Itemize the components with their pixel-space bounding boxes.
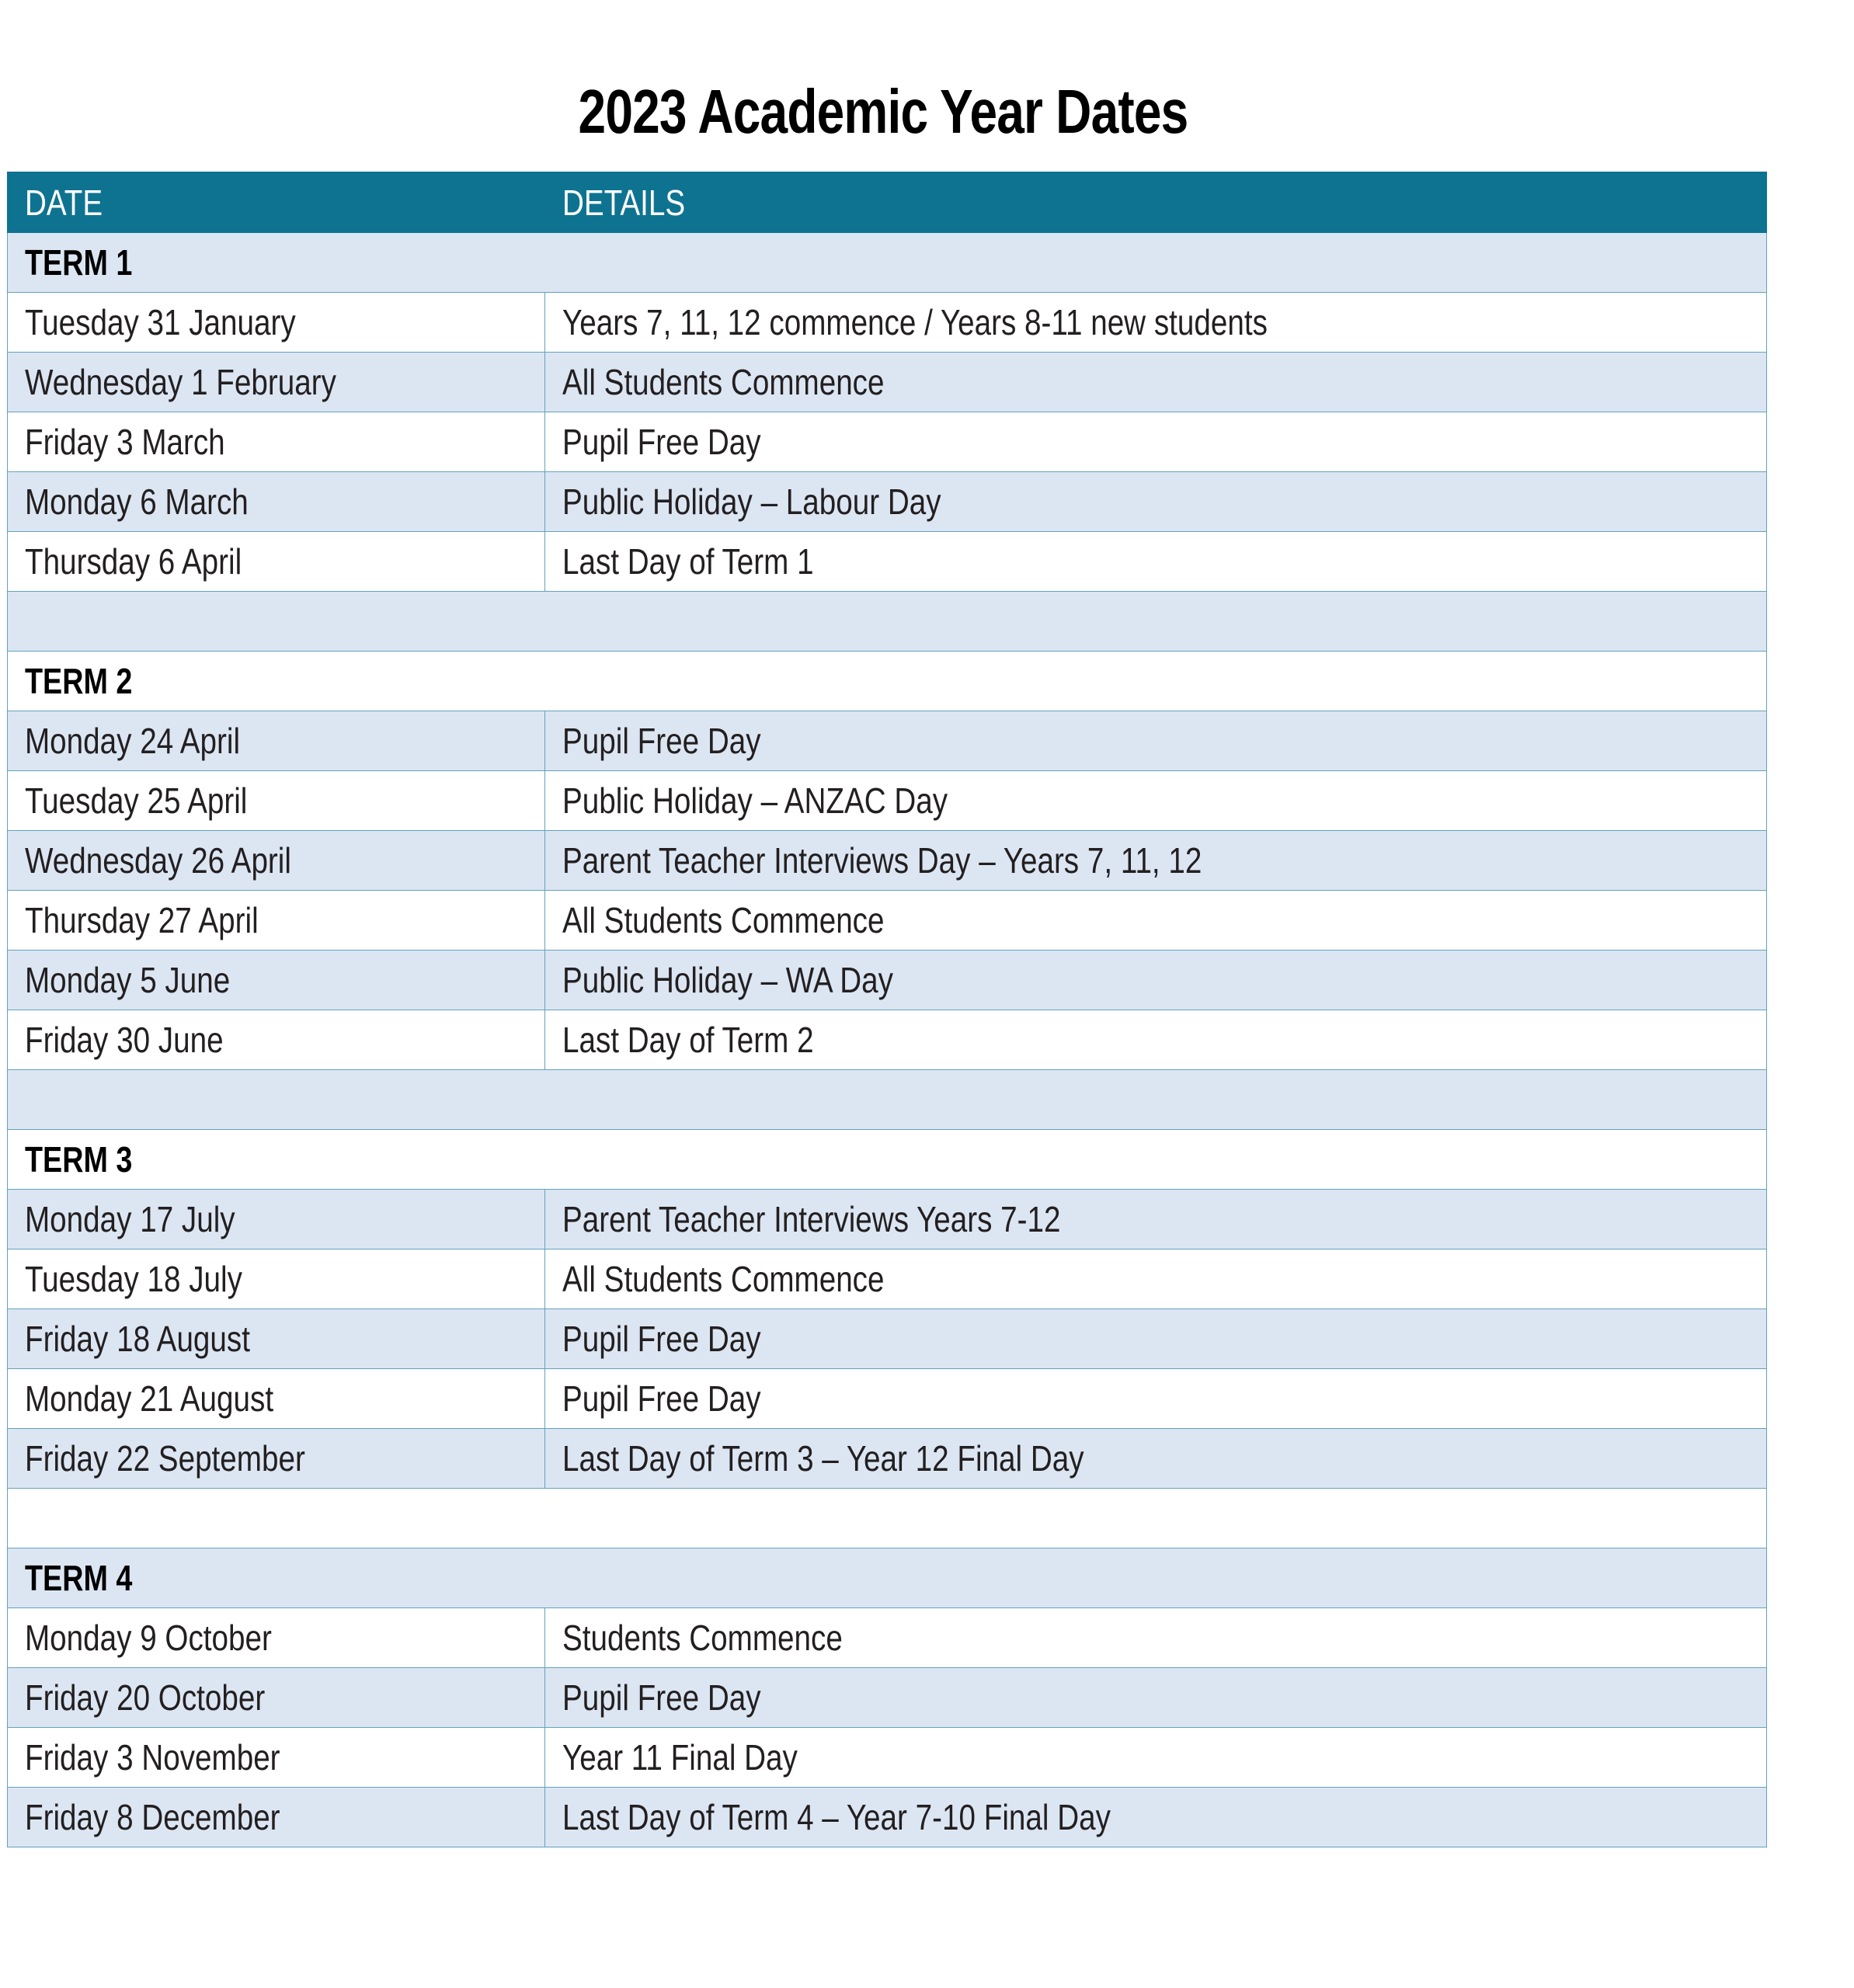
- cell-details: [545, 532, 1767, 592]
- table-row: [8, 1429, 1767, 1489]
- term-heading-label: TERM 3: [25, 1139, 133, 1180]
- cell-date: [8, 1608, 545, 1668]
- cell-date-label: Monday 6 March: [25, 481, 249, 522]
- table-header-row: [8, 172, 1767, 233]
- table-row: [8, 532, 1767, 592]
- cell-date-label: Wednesday 1 February: [25, 362, 336, 402]
- table-row: [8, 353, 1767, 412]
- cell-date-label: Monday 17 July: [25, 1199, 235, 1239]
- spacer-row: [8, 592, 1767, 652]
- cell-details: [545, 1728, 1767, 1788]
- term-heading-row: [8, 652, 1767, 711]
- table-row: [8, 1369, 1767, 1429]
- cell-date: [8, 412, 545, 472]
- cell-date-label: Friday 18 August: [25, 1319, 250, 1359]
- cell-details: [545, 1608, 1767, 1668]
- term-heading-cell: [8, 1548, 1767, 1608]
- cell-details-label: Pupil Free Day: [562, 1378, 761, 1419]
- cell-date: [8, 1190, 545, 1249]
- cell-details: [545, 1429, 1767, 1489]
- term-heading-cell: [8, 652, 1767, 711]
- table-row: [8, 891, 1767, 951]
- table-row: [8, 831, 1767, 891]
- spacer-cell: [8, 592, 1767, 652]
- column-header-details-label: DETAILS: [562, 182, 686, 223]
- cell-details-label: Parent Teacher Interviews Years 7-12: [562, 1199, 1061, 1239]
- cell-details-label: All Students Commence: [562, 900, 885, 940]
- cell-date-label: Monday 24 April: [25, 721, 241, 761]
- table-row: [8, 1190, 1767, 1249]
- cell-date: [8, 353, 545, 412]
- spacer-row: [8, 1070, 1767, 1130]
- page-title: 2023 Academic Year Dates: [578, 76, 1188, 146]
- cell-date-label: Friday 20 October: [25, 1677, 266, 1718]
- cell-details-label: Public Holiday – WA Day: [562, 960, 893, 1000]
- spacer-cell: [8, 1070, 1767, 1130]
- cell-details: [545, 1010, 1767, 1070]
- cell-date: [8, 951, 545, 1010]
- cell-details: [545, 472, 1767, 532]
- spacer-cell: [8, 1489, 1767, 1548]
- term-heading-row: [8, 1548, 1767, 1608]
- cell-details: [545, 771, 1767, 831]
- cell-date-label: Thursday 27 April: [25, 900, 259, 940]
- cell-date-label: Friday 3 November: [25, 1737, 280, 1778]
- cell-date: [8, 1788, 545, 1847]
- table-row: [8, 1608, 1767, 1668]
- cell-date-label: Friday 30 June: [25, 1020, 224, 1060]
- cell-date: [8, 1249, 545, 1309]
- table-row: [8, 472, 1767, 532]
- spacer-row: [8, 1489, 1767, 1548]
- cell-date: [8, 1369, 545, 1429]
- cell-date-label: Monday 9 October: [25, 1618, 272, 1658]
- cell-details: [545, 1309, 1767, 1369]
- cell-date: [8, 831, 545, 891]
- cell-details: [545, 1668, 1767, 1728]
- cell-details-label: Years 7, 11, 12 commence / Years 8-11 new students: [562, 302, 1268, 342]
- table-row: [8, 711, 1767, 771]
- cell-date-label: Tuesday 25 April: [25, 780, 248, 821]
- cell-date: [8, 1728, 545, 1788]
- table-row: [8, 293, 1767, 353]
- cell-date-label: Monday 21 August: [25, 1378, 274, 1419]
- cell-details-label: Last Day of Term 2: [562, 1020, 814, 1060]
- table-row: [8, 1010, 1767, 1070]
- cell-details: [545, 1788, 1767, 1847]
- table-row: [8, 1668, 1767, 1728]
- cell-date-label: Tuesday 18 July: [25, 1259, 242, 1299]
- cell-details: [545, 293, 1767, 353]
- cell-details-label: Year 11 Final Day: [562, 1737, 798, 1778]
- term-heading-row: [8, 1130, 1767, 1190]
- term-heading-cell: [8, 1130, 1767, 1190]
- table-row: [8, 1788, 1767, 1847]
- table-row: [8, 1728, 1767, 1788]
- column-header-details: [545, 172, 1767, 233]
- cell-details: [545, 891, 1767, 951]
- cell-date-label: Tuesday 31 January: [25, 302, 296, 342]
- cell-details-label: Pupil Free Day: [562, 422, 761, 462]
- cell-details: [545, 711, 1767, 771]
- cell-details: [545, 951, 1767, 1010]
- table-row: [8, 951, 1767, 1010]
- cell-details: [545, 412, 1767, 472]
- cell-details-label: Students Commence: [562, 1618, 843, 1658]
- cell-date: [8, 293, 545, 353]
- cell-details-label: Last Day of Term 3 – Year 12 Final Day: [562, 1438, 1084, 1479]
- cell-date: [8, 532, 545, 592]
- cell-details-label: Pupil Free Day: [562, 721, 761, 761]
- cell-date: [8, 1668, 545, 1728]
- cell-date-label: Wednesday 26 April: [25, 840, 291, 881]
- cell-details: [545, 1190, 1767, 1249]
- cell-date: [8, 1010, 545, 1070]
- term-heading-label: TERM 4: [25, 1558, 133, 1598]
- term-heading-label: TERM 2: [25, 661, 133, 701]
- cell-details: [545, 353, 1767, 412]
- table-row: [8, 771, 1767, 831]
- table-body: [8, 233, 1767, 1847]
- term-heading-row: [8, 233, 1767, 293]
- cell-details-label: All Students Commence: [562, 362, 885, 402]
- term-heading-label: TERM 1: [25, 242, 133, 283]
- cell-date-label: Friday 3 March: [25, 422, 225, 462]
- cell-date: [8, 771, 545, 831]
- table-head: [8, 172, 1767, 233]
- cell-date: [8, 1429, 545, 1489]
- column-header-date-label: DATE: [25, 182, 103, 223]
- table-row: [8, 412, 1767, 472]
- cell-details-label: Pupil Free Day: [562, 1319, 761, 1359]
- cell-details: [545, 1249, 1767, 1309]
- cell-date-label: Friday 22 September: [25, 1438, 305, 1479]
- column-header-date: [8, 172, 545, 233]
- term-heading-cell: [8, 233, 1767, 293]
- cell-details-label: Last Day of Term 4 – Year 7-10 Final Day: [562, 1797, 1111, 1837]
- cell-date-label: Thursday 6 April: [25, 541, 242, 582]
- cell-details-label: Public Holiday – Labour Day: [562, 481, 941, 522]
- table-row: [8, 1249, 1767, 1309]
- cell-details-label: All Students Commence: [562, 1259, 885, 1299]
- cell-details-label: Parent Teacher Interviews Day – Years 7, 11, 12: [562, 840, 1202, 881]
- cell-date-label: Monday 5 June: [25, 960, 231, 1000]
- cell-details: [545, 831, 1767, 891]
- cell-date: [8, 1309, 545, 1369]
- cell-details: [545, 1369, 1767, 1429]
- cell-date: [8, 711, 545, 771]
- cell-details-label: Public Holiday – ANZAC Day: [562, 780, 948, 821]
- table-row: [8, 1309, 1767, 1369]
- academic-year-dates-table: [7, 172, 1767, 1847]
- cell-date-label: Friday 8 December: [25, 1797, 280, 1837]
- cell-details-label: Pupil Free Day: [562, 1677, 761, 1718]
- cell-date: [8, 891, 545, 951]
- cell-details-label: Last Day of Term 1: [562, 541, 814, 582]
- cell-date: [8, 472, 545, 532]
